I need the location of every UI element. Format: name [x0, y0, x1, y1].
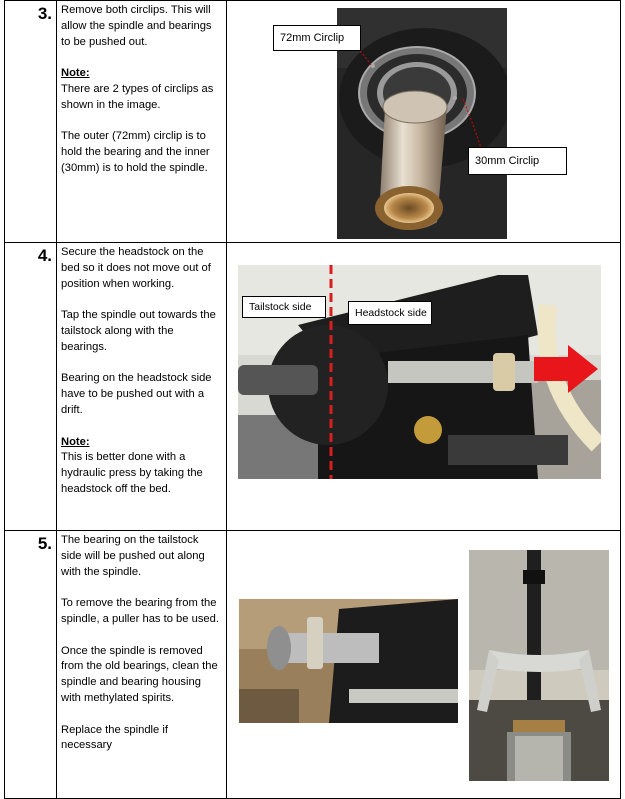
step-paragraph: To remove the bearing from the spindle, a puller has to be used. — [61, 597, 219, 625]
callout-tailstock-side: Tailstock side — [242, 296, 326, 318]
step-row-4 — [4, 242, 621, 531]
note-label: Note: — [61, 435, 90, 448]
step-text-cell — [57, 243, 227, 531]
step-text-cell — [57, 531, 227, 798]
step-number-cell — [5, 243, 57, 531]
step-paragraph: Bearing on the headstock side have to be pushed out with a drift. — [61, 372, 212, 416]
step-paragraph: Secure the headstock on the bed so it does not move out of position when working. — [61, 246, 211, 290]
step-number: 3. — [37, 4, 52, 23]
step-number: 4. — [37, 246, 52, 265]
callout-30mm: 30mm Circlip — [468, 147, 567, 175]
note-label: Note: — [61, 67, 90, 80]
callout-headstock-side: Headstock side — [348, 301, 432, 325]
step-row-3 — [4, 0, 621, 243]
step-paragraph: The bearing on the tailstock side will be pushed out along with the spindle. — [61, 534, 205, 578]
step-paragraph: Tap the spindle out towards the tailstock along with the bearings. — [61, 309, 216, 353]
puller-photo — [469, 550, 609, 781]
step-paragraph: Once the spindle is removed from the old bearings, clean the spindle and bearing housing with methylated spirits. — [61, 644, 218, 704]
step-row-5 — [4, 530, 621, 799]
step-paragraph: There are 2 types of circlips as shown in the image. — [61, 82, 214, 111]
spindle-photo — [239, 599, 458, 723]
step-paragraph: The outer (72mm) circlip is to hold the bearing and the inner (30mm) is to hold the spindle. — [61, 130, 210, 174]
note-block — [61, 435, 222, 498]
step-paragraph: Remove both circlips. This will allow the spindle and bearings to be pushed out. — [61, 4, 212, 48]
callout-72mm: 72mm Circlip — [273, 25, 361, 51]
step-number: 5. — [37, 534, 52, 553]
step-paragraph: Replace the spindle if necessary — [61, 723, 168, 752]
step-paragraph: This is better done with a hydraulic press by taking the headstock off the bed. — [61, 451, 203, 495]
callout-leaders — [5, 1, 622, 244]
step-number-cell — [5, 531, 57, 798]
